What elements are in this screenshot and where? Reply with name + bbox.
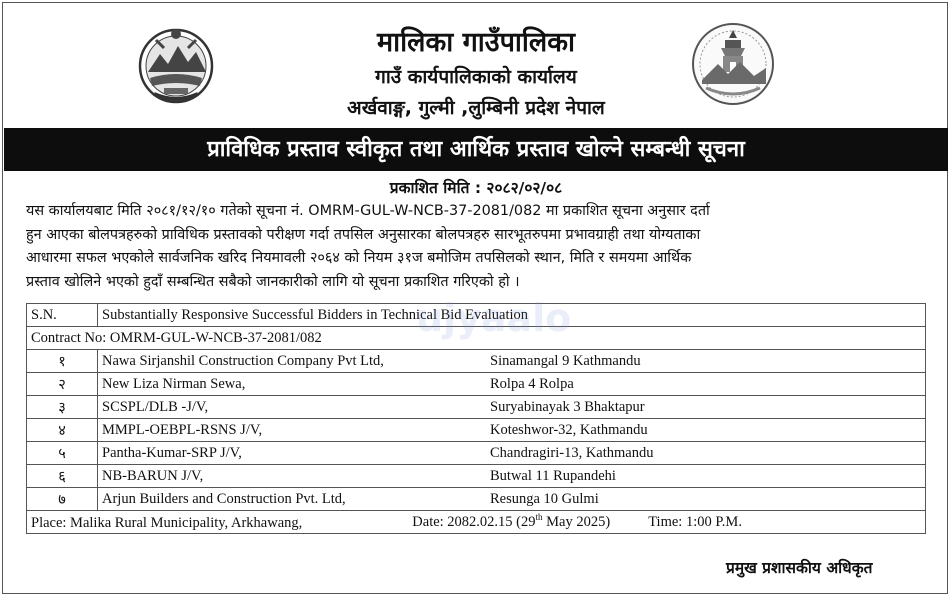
bidder-cell [98,442,926,465]
notice-paragraph-line: हुन आएका बोलपत्रहरुको प्राविधिक प्रस्तावको परीक्षण गर्दा तपसिल अनुसारका बोलपत्रहरु सारभूतरुपमा प्रभावग्राही तथा योग्यताका [26,227,701,243]
bidder-name: SCSPL/DLB -J/V, [102,398,209,415]
row-sn: ३ [27,396,98,419]
contract-row [27,327,926,350]
bidder-name: Pantha-Kumar-SRP J/V, [102,444,242,461]
schedule-row [27,511,926,534]
notice-title-banner: प्राविधिक प्रस्ताव स्वीकृत तथा आर्थिक प्रस्ताव खोल्ने सम्बन्धी सूचना [4,128,948,171]
table-row [27,442,926,465]
table-row [27,488,926,511]
opening-date [302,514,610,530]
row-sn: ६ [27,465,98,488]
bidder-name: MMPL-OEBPL-RSNS J/V, [102,421,263,438]
bidder-cell [98,419,926,442]
table-row [27,373,926,396]
opening-date-prefix: Date: 2082.02.15 (29 [412,514,536,531]
row-sn: ४ [27,419,98,442]
row-sn: ५ [27,442,98,465]
published-date: प्रकाशित मिति : २०८२/०२/०८ [389,179,563,197]
bidder-address: Resunga 10 Gulmi [490,490,599,507]
table-title: Substantially Responsive Successful Bidders in Technical Bid Evaluation [98,304,926,327]
sn-header: S.N. [27,304,98,327]
bidder-name: NB-BARUN J/V, [102,467,204,484]
opening-date-suffix: May 2025) [542,514,611,531]
bidder-address: Butwal 11 Rupandehi [490,467,616,484]
bidder-cell [98,465,926,488]
bidders-table [26,303,926,534]
notice-paragraph-line: आधारमा सफल भएकोले सार्वजनिक खरिद नियमावली २०६४ को नियम ३१ज बमोजिम तपसिलको स्थान, मिति र समयमा आर्थिक [26,250,692,266]
municipality-name: मालिका गाउँपालिका [377,27,575,58]
signatory-title: प्रमुख प्रशासकीय अधिकृत [726,559,873,577]
bidder-name: Arjun Builders and Construction Pvt. Ltd, [102,490,346,507]
bidder-name: New Liza Nirman Sewa, [102,375,246,392]
office-name: गाउँ कार्यपालिकाको कार्यालय [375,66,577,88]
bidder-address: Sinamangal 9 Kathmandu [490,352,641,369]
bidder-cell [98,488,926,511]
bidder-address: Chandragiri-13, Kathmandu [490,444,654,461]
opening-time: Time: 1:00 P.M. [648,514,742,531]
bidder-address: Rolpa 4 Rolpa [490,375,574,392]
contract-number: Contract No: OMRM-GUL-W-NCB-37-2081/082 [27,327,926,350]
date-ordinal: th [535,512,543,523]
bidder-cell [98,350,926,373]
notice-paragraph-line: यस कार्यालयबाट मिति २०८१/१२/१० गतेको सूचना नं. OMRM-GUL-W-NCB-37-2081/082 मा प्रकाशित सूचना अनुसार दर्ता [26,203,710,219]
table-row [27,419,926,442]
table-row [27,396,926,419]
watermark-logo: ujyaalo [416,296,572,340]
bidder-cell [98,396,926,419]
bidder-address: Koteshwor-32, Kathmandu [490,421,648,438]
table-row [27,465,926,488]
bidder-cell [98,373,926,396]
office-address: अर्खवाङ्ग, गुल्मी ,लुम्बिनी प्रदेश नेपाल [347,97,605,119]
schedule-cell [27,511,926,534]
row-sn: २ [27,373,98,396]
bidder-name: Nawa Sirjanshil Construction Company Pvt Ltd, [102,352,384,369]
row-sn: १ [27,350,98,373]
row-sn: ७ [27,488,98,511]
table-row [27,350,926,373]
bidder-address: Suryabinayak 3 Bhaktapur [490,398,645,415]
notice-paragraph-line: प्रस्ताव खोलिने भएको हुदाँ सम्बन्धित सबैको जानकारीको लागि यो सूचना प्रकाशित गरिएको हो । [26,274,520,290]
table-header-row [27,304,926,327]
opening-place: Place: Malika Rural Municipality, Arkhawang, [31,514,303,531]
